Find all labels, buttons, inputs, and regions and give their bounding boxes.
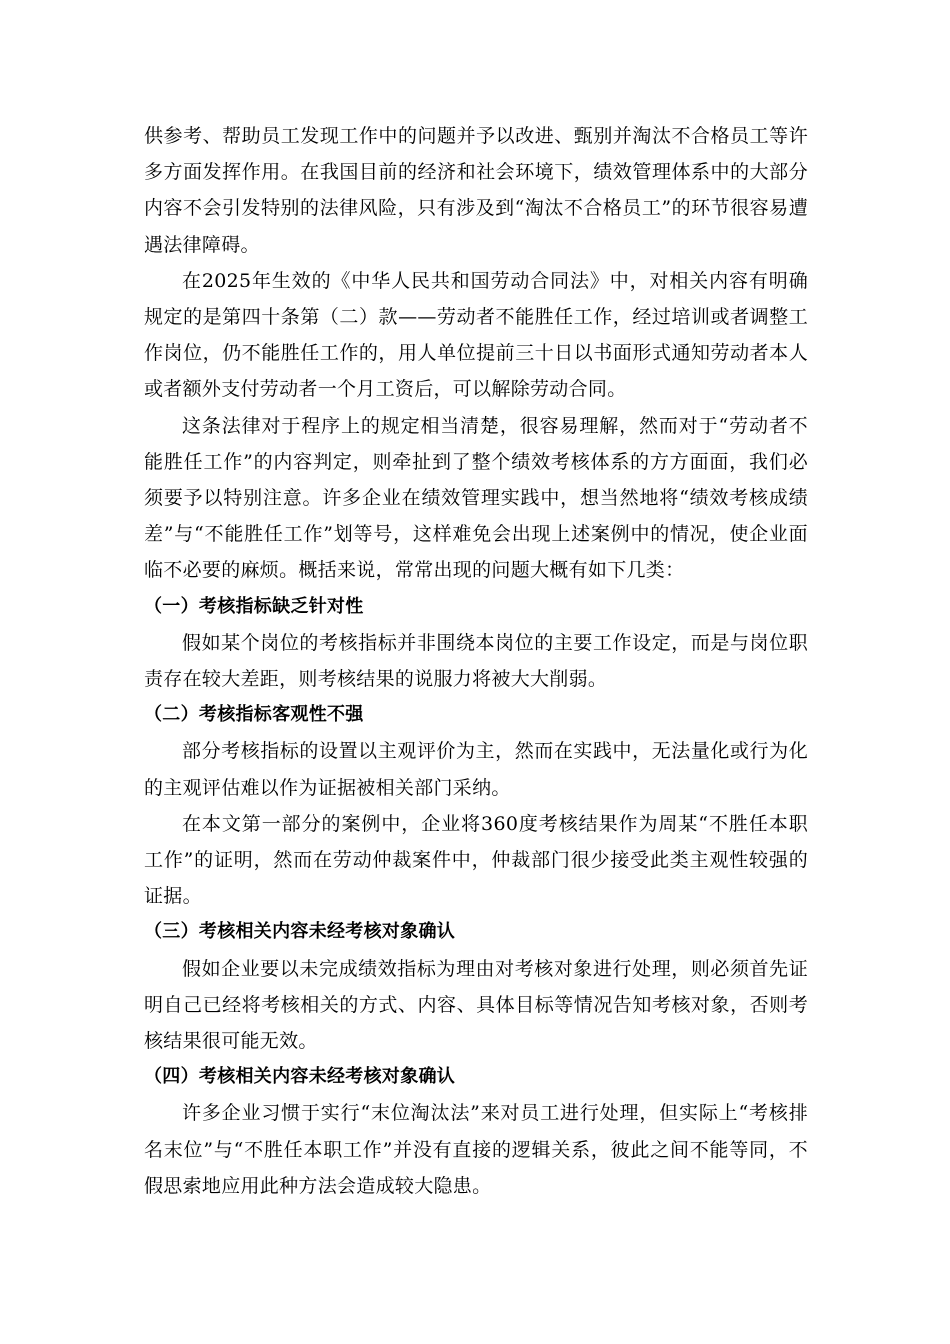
body-paragraph: 这条法律对于程序上的规定相当清楚，很容易理解，然而对于“劳动者不能胜任工作”的内容判定，则牵扯到了整个绩效考核体系的方方面面，我们必须要予以特别注意。许多企业在绩效管理实践中，想当然地将“绩效考核成绩差”与“不能胜任工作”划等号，这样难免会出现上述案例中的情况，使企业面临不必要的麻烦。概括来说，常常出现的问题大概有如下几类： — [144, 414, 808, 582]
body-paragraph: 假如企业要以未完成绩效指标为理由对考核对象进行处理，则必须首先证明自己已经将考核相关的方式、内容、具体目标等情况告知考核对象，否则考核结果很可能无效。 — [144, 957, 808, 1053]
section-heading: （一）考核指标缺乏针对性 — [144, 595, 364, 617]
body-paragraph: 在本文第一部分的案例中，企业将360度考核结果作为周某“不胜任本职工作”的证明，然而在劳动仲裁案件中，仲裁部门很少接受此类主观性较强的证据。 — [144, 812, 808, 908]
document-page — [144, 118, 808, 1204]
section-heading: （二）考核指标客观性不强 — [144, 704, 364, 726]
section-heading: （三）考核相关内容未经考核对象确认 — [144, 921, 456, 943]
body-paragraph: 部分考核指标的设置以主观评价为主，然而在实践中，无法量化或行为化的主观评估难以作为证据被相关部门采纳。 — [144, 740, 808, 799]
section-heading: （四）考核相关内容未经考核对象确认 — [144, 1066, 456, 1088]
body-paragraph: 在2025年生效的《中华人民共和国劳动合同法》中，对相关内容有明确规定的是第四十条第（二）款——劳动者不能胜任工作，经过培训或者调整工作岗位，仍不能胜任工作的，用人单位提前三十日以书面形式通知劳动者本人或者额外支付劳动者一个月工资后，可以解除劳动合同。 — [144, 269, 808, 401]
body-paragraph: 供参考、帮助员工发现工作中的问题并予以改进、甄别并淘汰不合格员工等许多方面发挥作用。在我国目前的经济和社会环境下，绩效管理体系中的大部分内容不会引发特别的法律风险，只有涉及到“淘汰不合格员工”的环节很容易遭遇法律障碍。 — [144, 125, 808, 256]
body-paragraph: 假如某个岗位的考核指标并非围绕本岗位的主要工作设定，而是与岗位职责存在较大差距，则考核结果的说服力将被大大削弱。 — [144, 631, 808, 691]
body-paragraph: 许多企业习惯于实行“末位淘汰法”来对员工进行处理，但实际上“考核排名末位”与“不胜任本职工作”并没有直接的逻辑关系，彼此之间不能等同，不假思索地应用此种方法会造成较大隐患。 — [144, 1102, 808, 1197]
